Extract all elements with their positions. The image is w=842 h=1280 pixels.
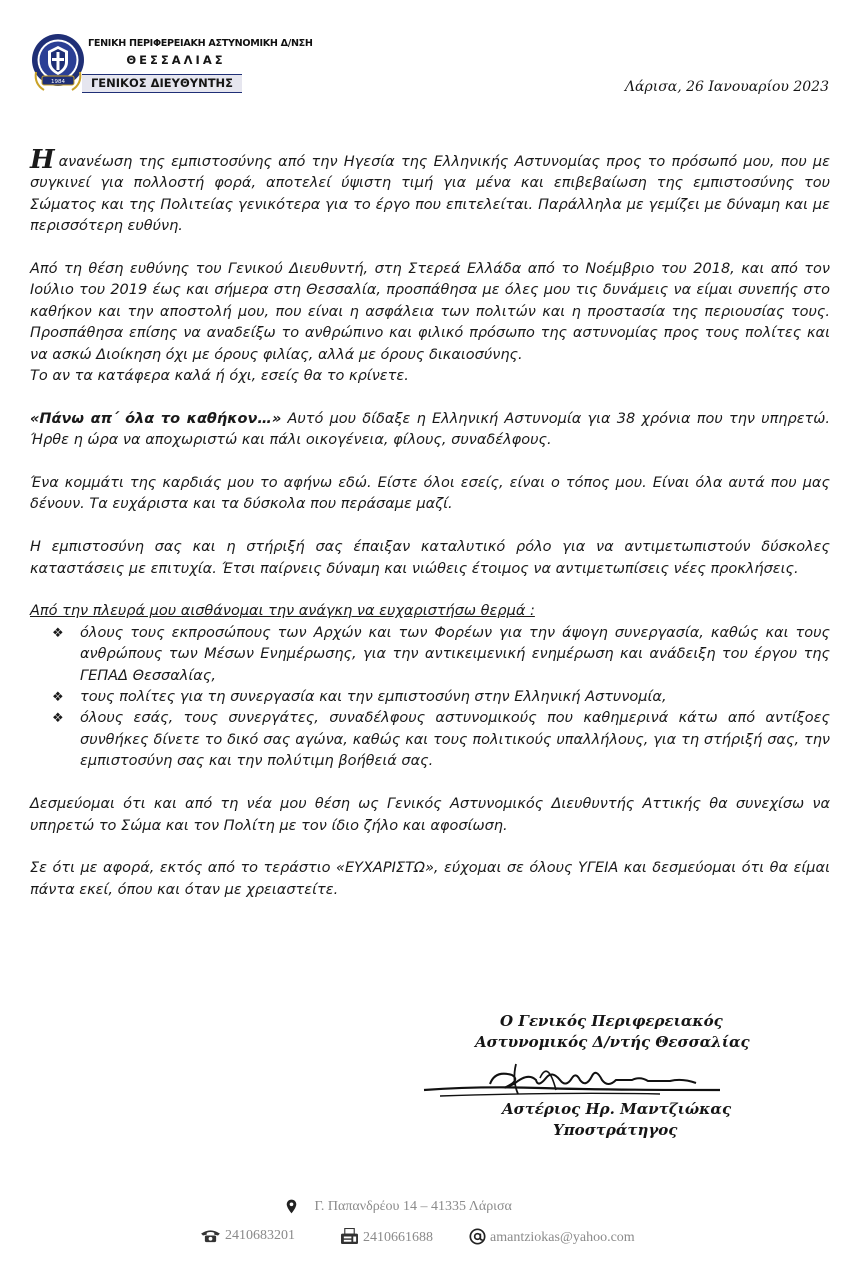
list-item-text: όλους τους εκπροσώπους των Αρχών και των Φορέων για την άψογη συνεργασία, καθώς και τους ανθρώπους των Μέσων Ενημέρωσης, για την αντικειμενική ενημέρωση και ανάδειξη του έργου της ΓΕΠΑΔ Θεσσαλίας, xyxy=(80,624,830,684)
signatory-name: Αστέριος Ηρ. Μαντζιώκας xyxy=(502,1100,732,1118)
letter-date: Λάρισα, 26 Ιανουαρίου 2023 xyxy=(624,79,829,95)
thanks-list xyxy=(30,623,830,773)
signatory-title-line1: Ο Γενικός Περιφερειακός xyxy=(500,1012,723,1030)
footer-phone xyxy=(200,1228,295,1244)
fax-number: 2410661688 xyxy=(363,1230,433,1245)
diamond-bullet-icon: ❖ xyxy=(52,711,64,727)
motto-quote: «Πάνω απ΄ όλα το καθήκον…» xyxy=(30,410,282,427)
list-item-text: τους πολίτες για τη συνεργασία και την εμπιστοσύνη στην Ελληνική Αστυνομία, xyxy=(80,689,667,706)
signatory-rank: Υποστράτηγος xyxy=(553,1121,678,1139)
paragraph-6: Δεσμεύομαι ότι και από τη νέα μου θέση ως Γενικός Αστυνομικός Διευθυντής Αττικής θα συνεχίσω να υπηρετώ το Σώμα και τον Πολίτη με τον ίδιο ζήλο και αφοσίωση. xyxy=(30,796,830,834)
org-name-line1: ΓΕΝΙΚΗ ΠΕΡΙΦΕΡΕΙΑΚΗ ΑΣΤΥΝΟΜΙΚΗ Δ/ΝΣΗ xyxy=(88,38,313,49)
address-text: Γ. Παπανδρέου 14 – 41335 Λάρισα xyxy=(314,1199,512,1214)
signature-block xyxy=(420,1010,840,1145)
footer-fax xyxy=(340,1228,433,1246)
paragraph-2b: Το αν τα κατάφερα καλά ή όχι, εσείς θα το κρίνετε. xyxy=(30,368,409,385)
list-item xyxy=(30,708,830,772)
signatory-title-line2: Αστυνομικός Δ/ντής Θεσσαλίας xyxy=(475,1033,750,1051)
location-pin-icon xyxy=(286,1199,297,1214)
svg-text:1984: 1984 xyxy=(51,79,65,85)
thanks-intro xyxy=(30,601,830,622)
diamond-bullet-icon: ❖ xyxy=(52,690,64,706)
letter-body xyxy=(30,145,831,923)
paragraph-4: Ένα κομμάτι της καρδιάς μου το αφήνω εδώ. Είστε όλοι εσείς, είναι ο τόπος μου. Είναι όλα αυτά που μας δένουν. Τα ευχάριστα και τα δύσκολα που περάσαμε μαζί. xyxy=(30,475,830,513)
paragraph-1 xyxy=(30,145,830,238)
paragraph-1-text: ανανέωση της εμπιστοσύνης από την Ηγεσία της Ελληνικής Αστυνομίας προς το πρόσωπό μου, που με συγκινεί για πολλοστή φορά, αποτελεί ύψιστη τιμή για μένα και επιβεβαίωση της εμπιστοσύνης του Σώματος και της Πολιτείας γενικότερα για το έργο που επιτελείται. Παράλληλα με γεμίζει με δύναμη και με περισσότερη ευθύνη. xyxy=(30,154,830,235)
org-name-line2: ΘΕΣΣΑΛΙΑΣ xyxy=(126,53,226,67)
police-emblem-icon xyxy=(30,32,86,94)
at-sign-icon xyxy=(469,1228,486,1245)
paragraph-3 xyxy=(30,409,830,452)
diamond-bullet-icon: ❖ xyxy=(52,625,64,641)
fax-icon xyxy=(340,1228,359,1245)
email-address[interactable]: amantziokas@yahoo.com xyxy=(490,1230,635,1245)
thanks-intro-text: Από την πλευρά μου αισθάνομαι την ανάγκη να ευχαριστήσω θερμά : xyxy=(30,603,535,620)
letter-footer xyxy=(0,1196,842,1256)
footer-email xyxy=(469,1228,635,1246)
phone-number: 2410683201 xyxy=(225,1228,295,1243)
paragraph-5: Η εμπιστοσύνη σας και η στήριξή σας έπαιξαν καταλυτικό ρόλο για να αντιμετωπιστούν δύσκολες καταστάσεις με επιτυχία. Έτσι παίρνεις δύναμη και νιώθεις έτοιμος να αντιμετωπίσεις νέες προκλήσεις. xyxy=(30,539,830,577)
drop-cap: Η xyxy=(30,145,55,175)
paragraph-3-text: Αυτό μου δίδαξε η Ελληνική Αστυνομία για 38 χρόνια που την υπηρετώ. Ήρθε η ώρα να αποχωριστώ και πάλι οικογένεια, φίλους, συναδέλφους. xyxy=(30,410,831,449)
paragraph-7: Σε ότι με αφορά, εκτός από το τεράστιο «ΕΥΧΑΡΙΣΤΩ», εύχομαι σε όλους ΥΓΕΙΑ και δεσμεύομαι ότι θα είμαι πάντα εκεί, όπου και όταν με χρειαστείτε. xyxy=(30,860,830,898)
paragraph-2: Από τη θέση ευθύνης του Γενικού Διευθυντή, στη Στερεά Ελλάδα από το Νοέμβριο του 2018, και από τον Ιούλιο του 2019 έως και σήμερα στη Θεσσαλία, προσπάθησα με όλες μου τις δυνάμεις να είμαι συνεπής στο καθήκον και την αποστολή μου, που είναι η ασφάλεια των πολιτών και η προστασία της περιουσίας τους. Προσπάθησα επίσης να αναδείξω το ανθρώπινο και φιλικό πρόσωπο της αστυνομίας προς τους πολίτες και να ασκώ Διοίκηση όχι με όρους φιλίας, αλλά με όρους δικαιοσύνης. xyxy=(30,261,830,363)
footer-address xyxy=(286,1199,512,1215)
list-item xyxy=(30,623,830,687)
org-name-line3: ΓΕΝΙΚΟΣ ΔΙΕΥΘΥΝΤΗΣ xyxy=(82,74,242,93)
handwritten-signature-icon xyxy=(420,1050,740,1105)
list-item-text: όλους εσάς, τους συνεργάτες, συναδέλφους αστυνομικούς που καθημερινά κάτω από αντίξοες συνθήκες δίνετε το δικό σας αγώνα, καθώς και τους πολιτικούς υπαλλήλους, για τη στήριξή σας, την εμπιστοσύνη σας και την πολύτιμη βοήθειά σας. xyxy=(80,710,830,770)
list-item xyxy=(30,687,830,708)
telephone-icon xyxy=(200,1228,221,1243)
letterhead xyxy=(30,32,313,102)
